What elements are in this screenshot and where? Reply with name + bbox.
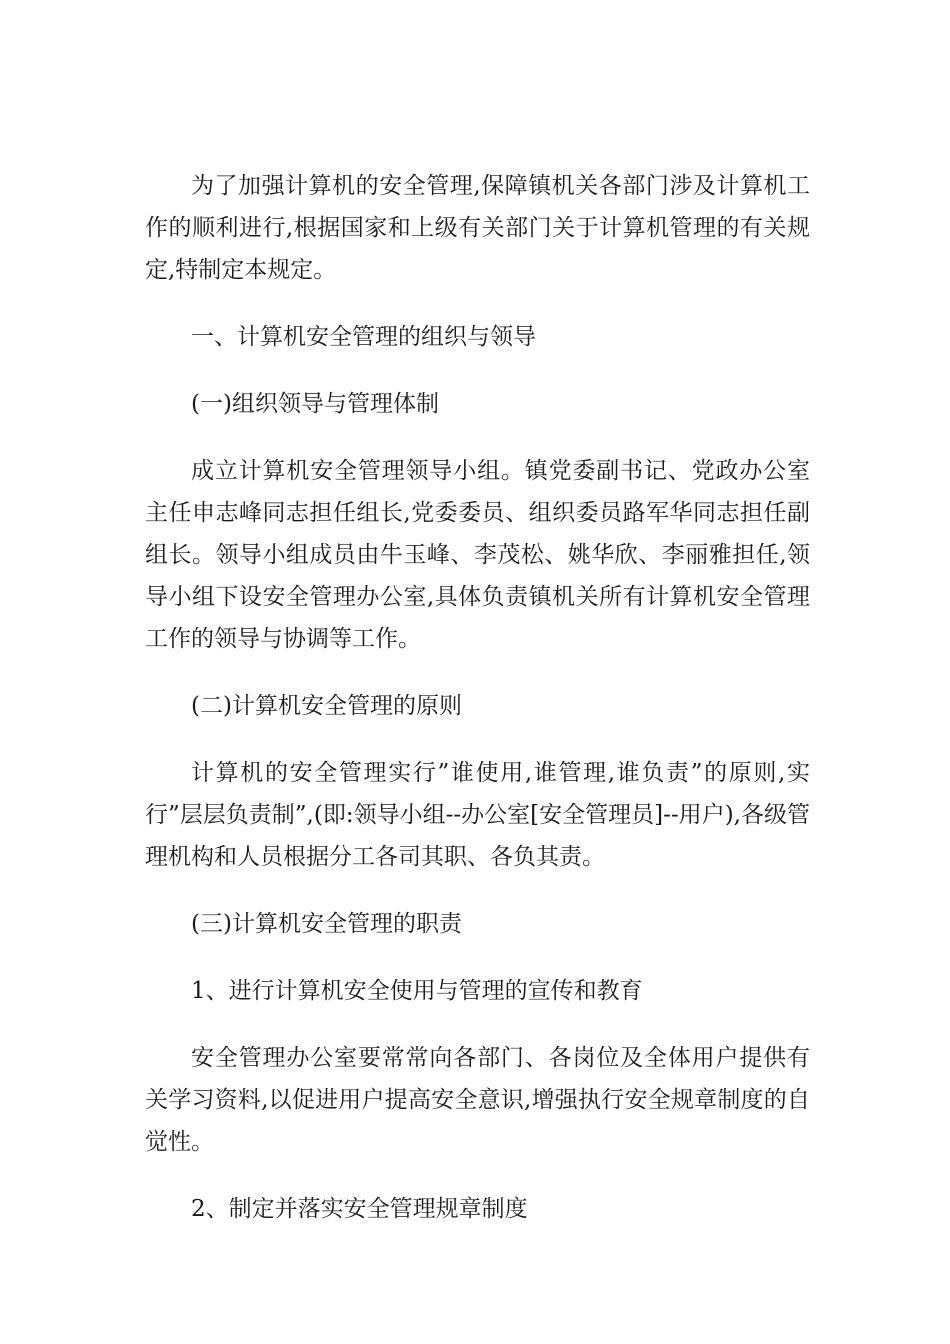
subsection-heading-1: (一)组织领导与管理体制 [191,391,439,417]
subsection-heading-3: (三)计算机安全管理的职责 [191,911,462,937]
body-paragraph-organization: 成立计算机安全管理领导小组。镇党委副书记、党政办公室主任申志峰同志担任组长,党委委员、组织委员路军华同志担任副组长。领导小组成员由牛玉峰、李茂松、姚华欣、李丽雅担任,领导小组下设安全管理办公室,具体负责镇机关所有计算机安全管理工作的领导与协调等工作。 [145,458,810,652]
subsection-heading-2: (二)计算机安全管理的原则 [191,693,462,719]
item-heading-1: 1、进行计算机安全使用与管理的宣传和教育 [191,978,643,1004]
document-body [145,165,810,1255]
intro-paragraph: 为了加强计算机的安全管理,保障镇机关各部门涉及计算机工作的顺利进行,根据国家和上级有关部门关于计算机管理的有关规定,特制定本规定。 [145,173,810,283]
body-paragraph-principle: 计算机的安全管理实行”谁使用,谁管理,谁负责”的原则,实行”层层负责制”,(即:领导小组--办公室[安全管理员]--用户),各级管理机构和人员根据分工各司其职、各负其责。 [145,760,810,870]
body-paragraph-education: 安全管理办公室要常常向各部门、各岗位及全体用户提供有关学习资料,以促进用户提高安全意识,增强执行安全规章制度的自觉性。 [145,1045,810,1155]
section-heading-1: 一、计算机安全管理的组织与领导 [191,324,536,350]
item-heading-2: 2、制定并落实安全管理规章制度 [191,1196,528,1222]
